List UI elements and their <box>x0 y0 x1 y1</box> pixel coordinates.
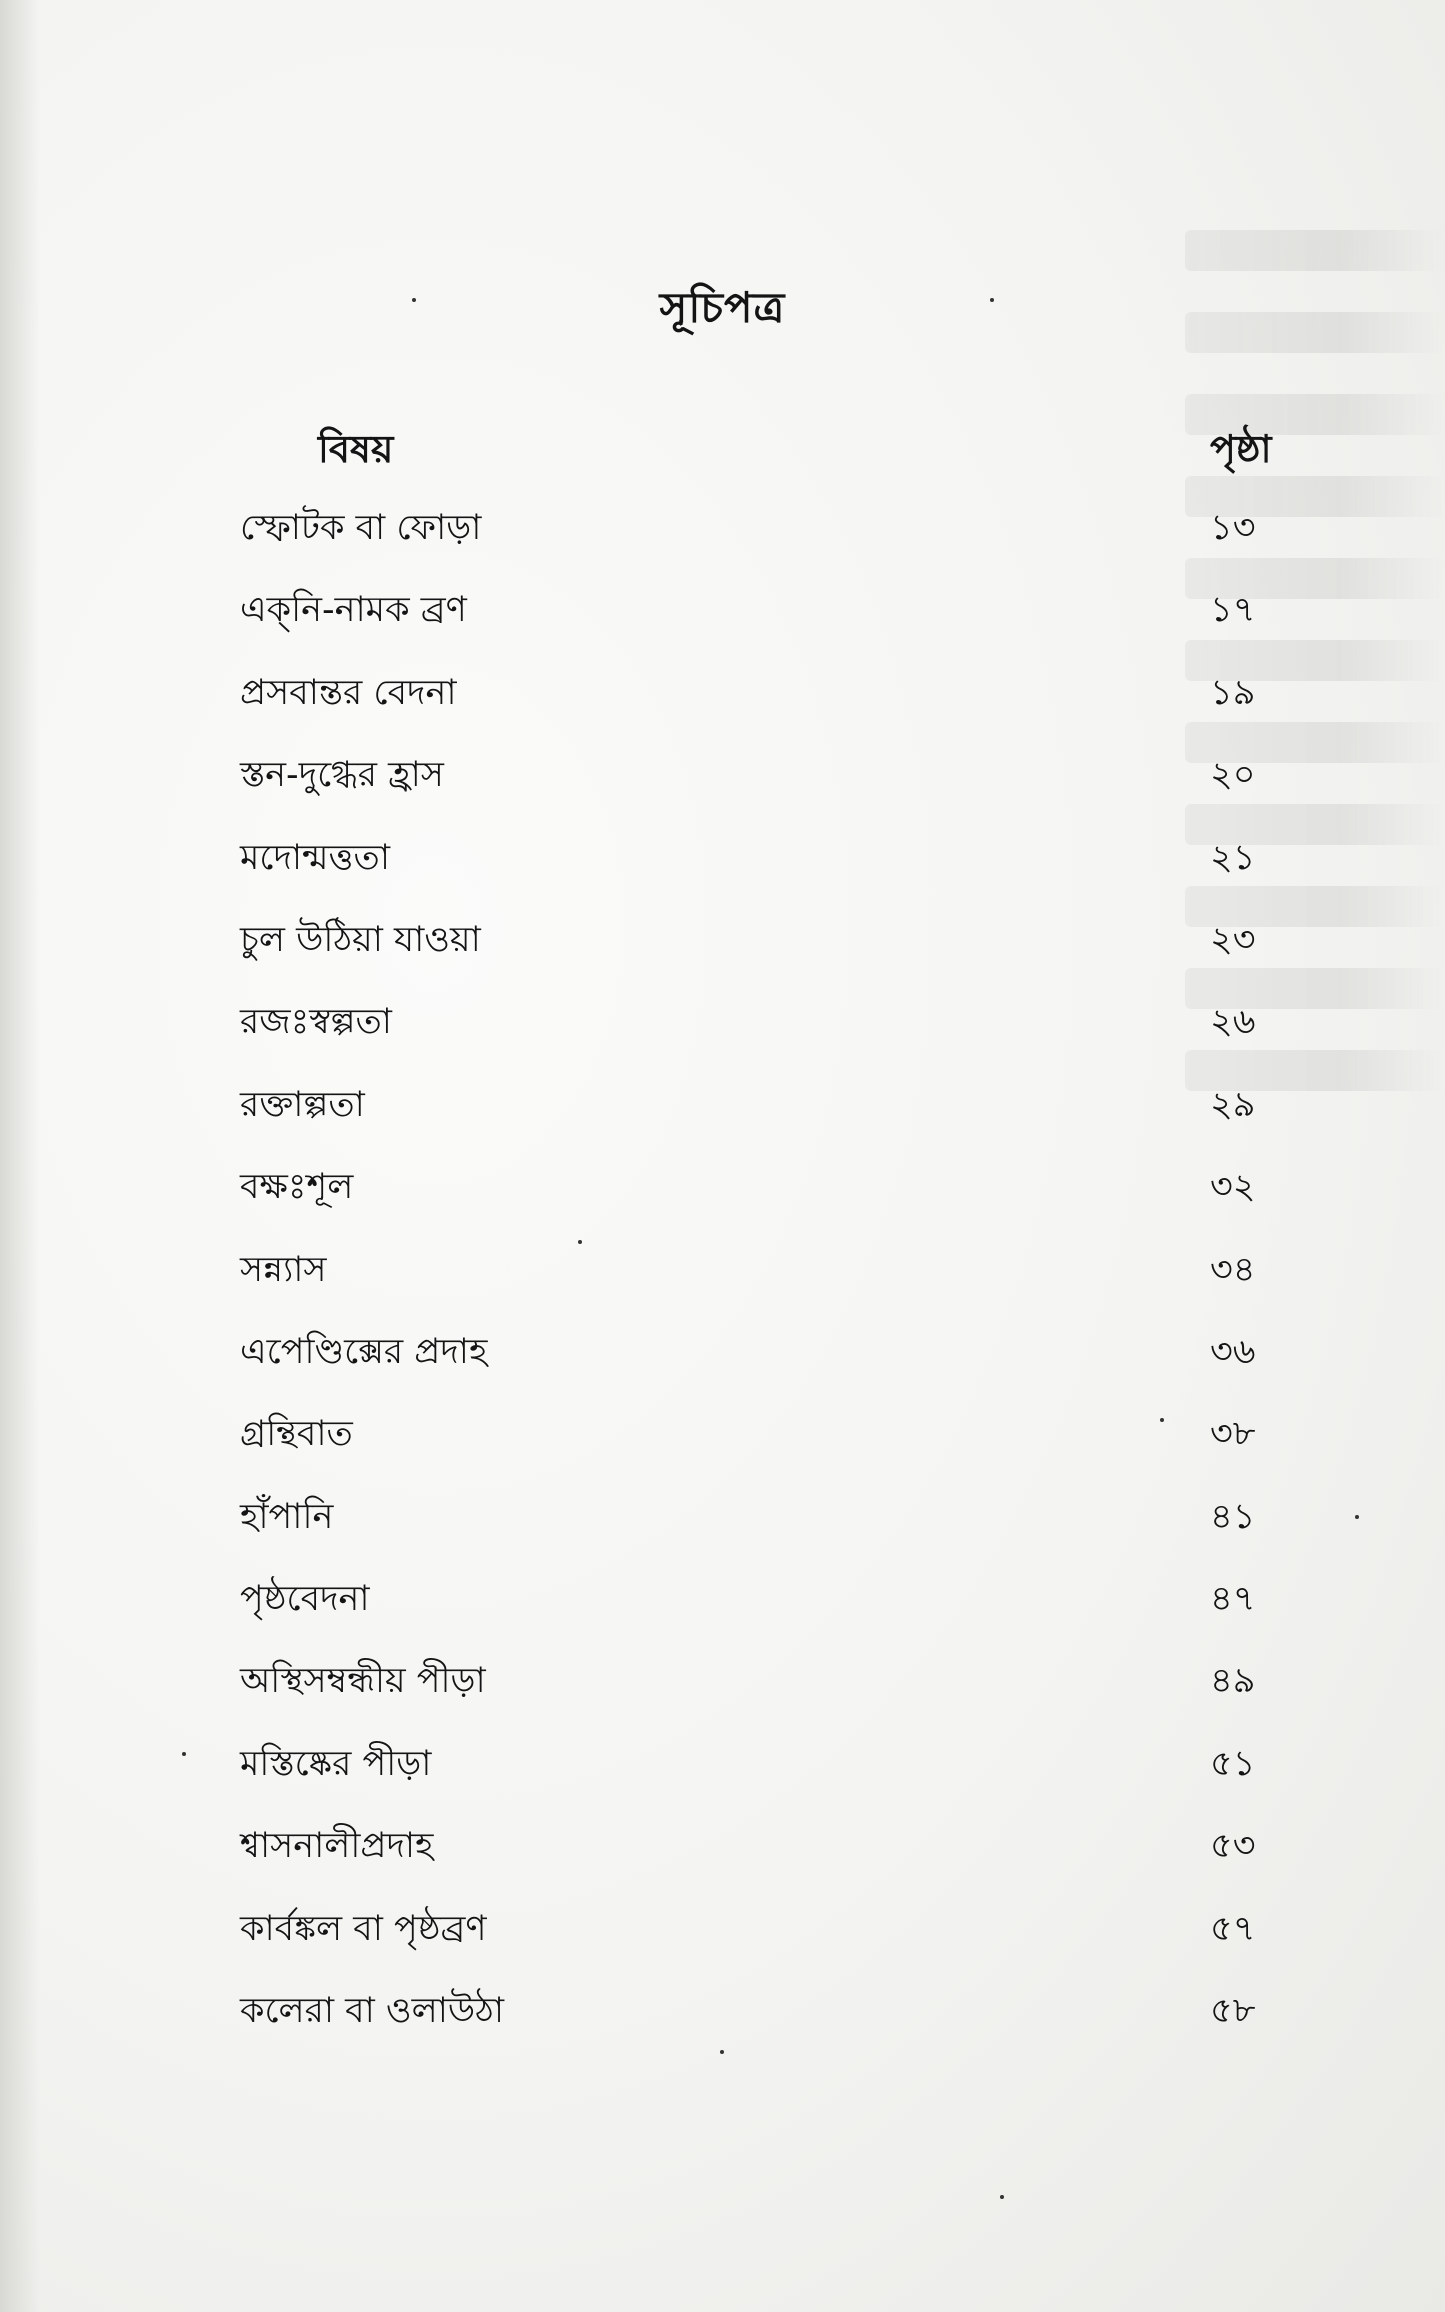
toc-entry-page: ৩৪ <box>1210 1249 1256 1290</box>
toc-entry <box>240 1653 1280 1735</box>
toc-entry-topic: মদোন্মত্ততা <box>240 837 390 878</box>
scan-speck <box>412 298 416 302</box>
toc-entry <box>240 830 1280 912</box>
toc-entry <box>240 1571 1280 1653</box>
scan-speck <box>990 298 994 302</box>
toc-entry <box>240 582 1280 664</box>
toc-entry <box>240 1406 1280 1488</box>
toc-entry <box>240 1324 1280 1406</box>
toc-entry <box>240 747 1280 829</box>
toc-entry-page: ৩৮ <box>1210 1414 1256 1455</box>
toc-entry-topic: বক্ষঃশূল <box>240 1167 354 1208</box>
toc-entry-page: ৫৮ <box>1210 1991 1256 2032</box>
toc-entry-topic: সন্ন্যাস <box>240 1249 327 1290</box>
toc-entry-page: ৫১ <box>1210 1743 1256 1784</box>
toc-entry-page: ৩৬ <box>1210 1331 1256 1372</box>
toc-entry <box>240 665 1280 747</box>
toc-entry <box>240 1242 1280 1324</box>
scan-speck <box>182 1752 186 1756</box>
toc-entry <box>240 1159 1280 1241</box>
toc-entry-topic: শ্বাসনালীপ্রদাহ <box>240 1826 434 1867</box>
toc-entry-topic: রজঃস্বল্পতা <box>240 1002 392 1043</box>
toc-entry-topic: পৃষ্ঠবেদনা <box>240 1579 370 1620</box>
toc-entry-page: ১৩ <box>1210 508 1256 548</box>
toc-entry-page: ৫৩ <box>1210 1826 1256 1867</box>
toc-entry <box>240 994 1280 1076</box>
show-through-line <box>1185 230 1445 271</box>
toc-entry-page: ৪৭ <box>1210 1579 1256 1620</box>
toc-entry-topic: প্রসবান্তর বেদনা <box>240 672 457 713</box>
page-column-header: পৃষ্ঠা <box>1210 427 1272 471</box>
toc-entry-page: ৫৭ <box>1210 1908 1256 1949</box>
toc-entry-topic: গ্রন্থিবাত <box>240 1414 353 1455</box>
toc-entry-page: ২০ <box>1210 755 1256 796</box>
toc-entry-page: ২৯ <box>1210 1084 1256 1125</box>
toc-entry-page: ১৭ <box>1210 590 1256 631</box>
toc-entry-topic: এক্‌নি-নামক ব্রণ <box>240 590 467 631</box>
page-binding-shadow <box>0 0 40 2312</box>
toc-entry-topic: এপেণ্ডিক্সের প্রদাহ <box>240 1331 488 1372</box>
toc-entry <box>240 1818 1280 1900</box>
toc-entry-topic: হাঁপানি <box>240 1496 334 1537</box>
toc-entry-topic: কলেরা বা ওলাউঠা <box>240 1991 505 2032</box>
toc-entry <box>240 1077 1280 1159</box>
toc-entry-topic: স্ফোটক বা ফোড়া <box>240 508 482 548</box>
table-of-contents <box>240 500 1280 2065</box>
scan-speck <box>1000 2195 1004 2199</box>
toc-entry <box>240 1901 1280 1983</box>
toc-entry-topic: অস্থিসম্বন্ধীয় পীড়া <box>240 1661 486 1702</box>
toc-entry <box>240 1736 1280 1818</box>
toc-entry-page: ৩২ <box>1210 1167 1256 1208</box>
scan-speck <box>720 2050 724 2054</box>
toc-entry <box>240 1983 1280 2065</box>
toc-entry-page: ৪৯ <box>1210 1661 1256 1702</box>
toc-entry <box>240 500 1280 582</box>
toc-entry <box>240 912 1280 994</box>
toc-entry-page: ৪১ <box>1210 1496 1256 1537</box>
toc-entry <box>240 1489 1280 1571</box>
subject-column-header: বিষয় <box>318 427 394 471</box>
page-title: সূচিপত্র <box>659 283 786 332</box>
toc-entry-page: ২৬ <box>1210 1002 1256 1043</box>
scan-speck <box>578 1240 582 1244</box>
scan-speck <box>1355 1515 1359 1519</box>
toc-entry-topic: কার্বঙ্কল বা পৃষ্ঠব্রণ <box>240 1908 487 1949</box>
toc-entry-page: ১৯ <box>1210 672 1256 713</box>
toc-entry-page: ২১ <box>1210 837 1256 878</box>
toc-entry-topic: রক্তাল্পতা <box>240 1084 365 1125</box>
scan-speck <box>1160 1418 1164 1422</box>
toc-entry-topic: স্তন-দুগ্ধের হ্রাস <box>240 755 444 796</box>
toc-entry-topic: চুল উঠিয়া যাওয়া <box>240 919 481 960</box>
toc-entry-page: ২৩ <box>1210 919 1256 960</box>
toc-entry-topic: মস্তিষ্কের পীড়া <box>240 1743 432 1784</box>
